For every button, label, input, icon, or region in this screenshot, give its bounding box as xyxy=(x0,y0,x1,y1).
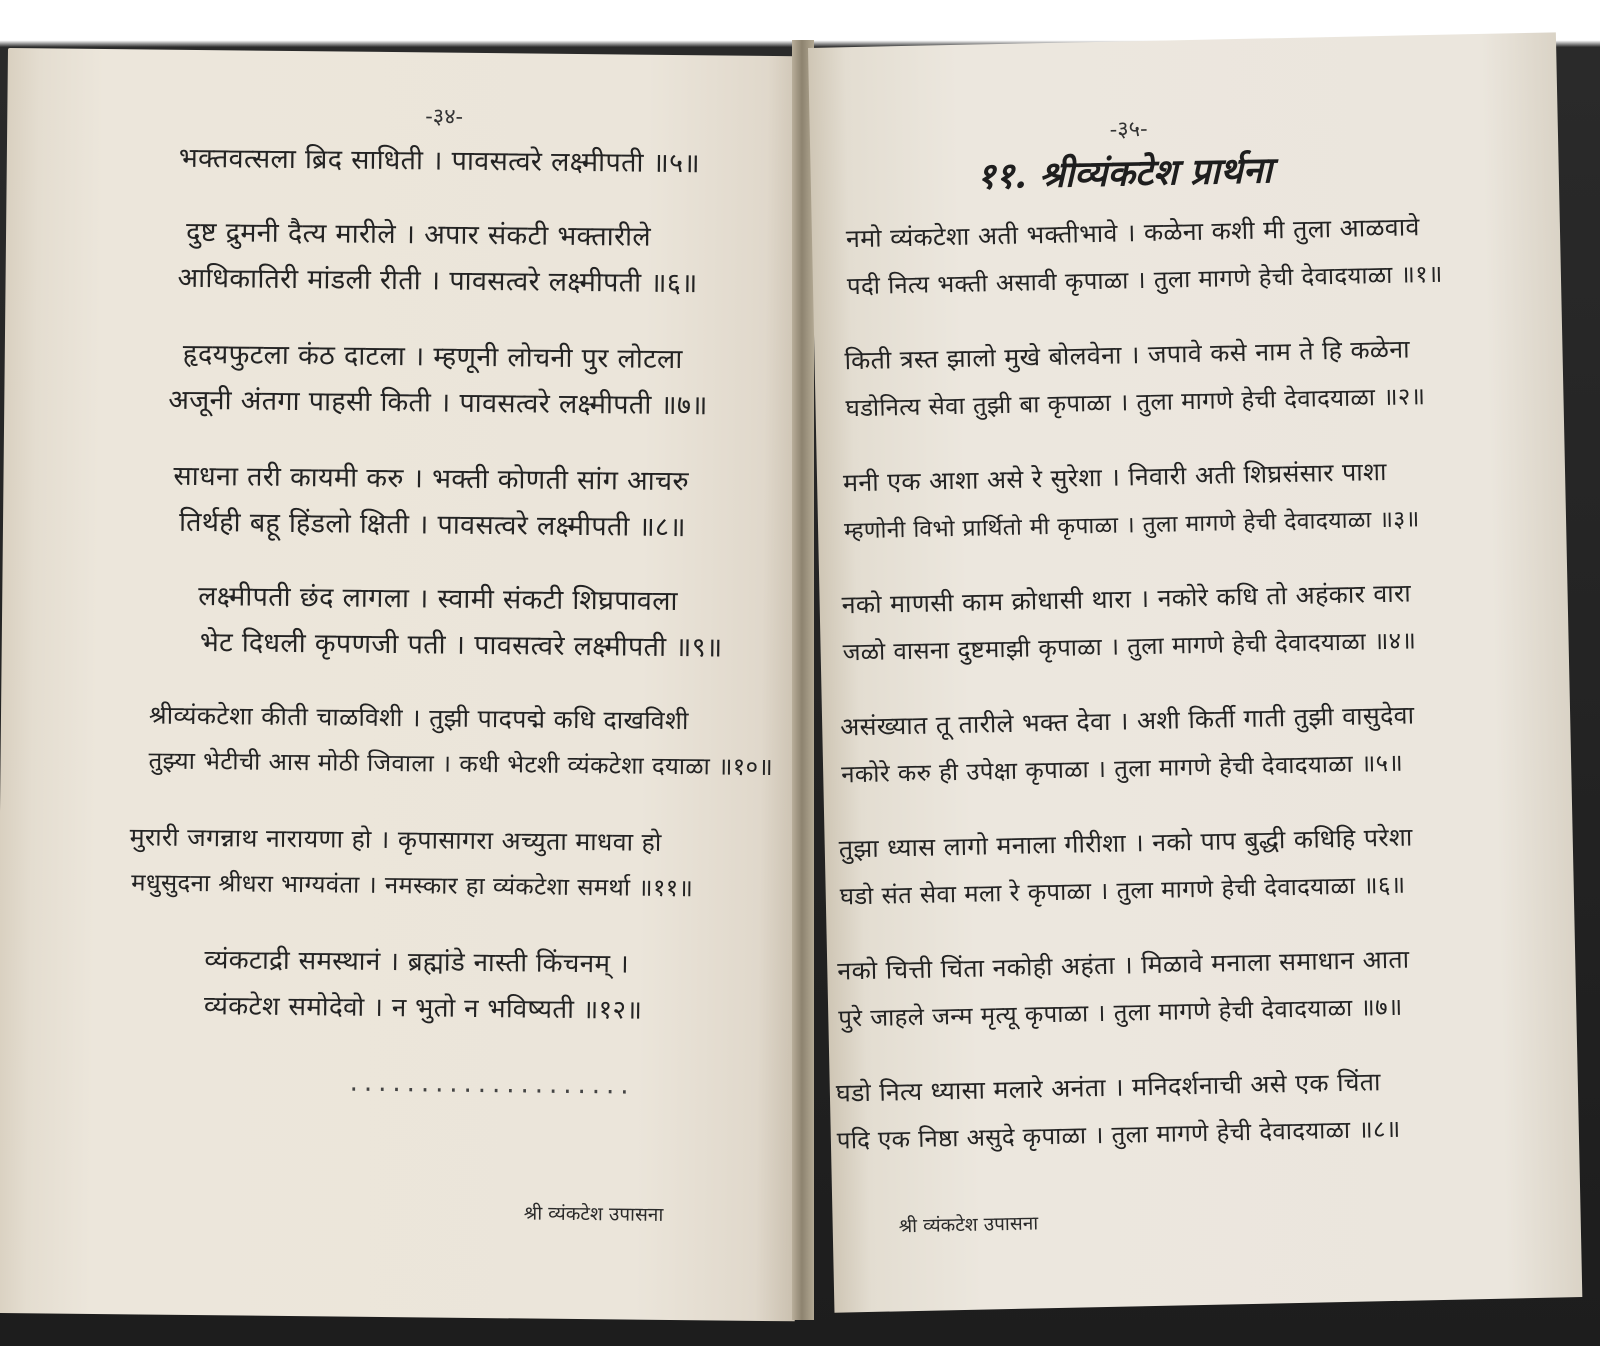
left-stanza-2-line-2: आधिकातिरी मांडली रीती । पावसत्वरे लक्ष्मीपती ॥६॥ xyxy=(177,262,698,300)
right-stanza-6-line-2: घडो संत सेवा मला रे कृपाळा । तुला मागणे हेची देवादयाळा ॥६॥ xyxy=(839,870,1406,911)
left-stanza-8-line-1: व्यंकटाद्री समस्थानं । ब्रह्मांडे नास्ती किंचनम् । xyxy=(204,945,630,980)
left-stanza-3-line-1: हृदयफुटला कंठ दाटला । म्हणूनी लोचनी पुर लोटला xyxy=(182,338,683,376)
section-divider: .................... xyxy=(347,1071,633,1100)
left-stanza-6-line-1: श्रीव्यंकटेशा कीती चाळविशी । तुझी पादपद्मे कधि दाखविशी xyxy=(148,700,689,736)
right-stanza-5-line-1: असंख्यात तू तारीले भक्त देवा । अशी किर्ती गाती तुझी वासुदेवा xyxy=(839,700,1415,742)
left-stanza-1-line-1: भक्तवत्सला ब्रिद साधिती । पावसत्वरे लक्ष्मीपती ॥५॥ xyxy=(178,142,701,180)
left-stanza-7-line-1: मुरारी जगन्नाथ नारायणा हो । कृपासागरा अच्युता माधवा हो xyxy=(129,822,662,857)
right-page xyxy=(808,32,1582,1312)
left-stanza-8-line-2: व्यंकटेश समोदेवो । न भुतो न भविष्यती ॥१२॥ xyxy=(203,991,643,1026)
right-stanza-4-line-1: नको माणसी काम क्रोधासी थारा । नकोरे कधि तो अहंकार वारा xyxy=(841,578,1412,620)
left-page xyxy=(0,48,808,1321)
left-page-footer: श्री व्यंकटेश उपासना xyxy=(523,1202,664,1226)
book-spine xyxy=(792,40,814,1320)
left-stanza-4-line-1: साधना तरी कायमी करु । भक्ती कोणती सांग आचरु xyxy=(173,460,690,498)
right-page-number: -३५- xyxy=(1109,116,1148,143)
left-stanza-4-line-2: तिर्थही बहू हिंडलो क्षिती । पावसत्वरे लक्ष्मीपती ॥८॥ xyxy=(178,506,686,544)
right-stanza-1-line-2: पदी नित्य भक्ती असावी कृपाळा । तुला मागणे हेची देवादयाळा ॥१॥ xyxy=(846,259,1443,301)
right-stanza-7-line-2: पुरे जाहले जन्म मृत्यू कृपाळा । तुला मागणे हेची देवादयाळा ॥७॥ xyxy=(838,992,1403,1033)
left-stanza-3-line-2: अजूनी अंतगा पाहसी किती । पावसत्वरे लक्ष्मीपती ॥७॥ xyxy=(168,384,708,422)
right-stanza-2-line-2: घडोनित्य सेवा तुझी बा कृपाळा । तुला मागणे हेची देवादयाळा ॥२॥ xyxy=(845,382,1426,423)
left-stanza-5-line-1: लक्ष्मीपती छंद लागला । स्वामी संकटी शिघ्रपावला xyxy=(198,581,678,618)
right-stanza-4-line-2: जळो वासना दुष्टमाझी कृपाळा । तुला मागणे हेची देवादयाळा ॥४॥ xyxy=(842,626,1417,667)
right-stanza-6-line-1: तुझा ध्यास लागो मनाला गीरीशा । नको पाप बुद्धी कधिहि परेशा xyxy=(838,822,1413,864)
right-stanza-8-line-2: पदि एक निष्ठा असुदे कृपाळा । तुला मागणे हेची देवादयाळा ॥८॥ xyxy=(836,1114,1401,1155)
right-stanza-3-line-2: म्हणोनी विभो प्रार्थितो मी कृपाळा । तुला मागणे हेची देवादयाळा ॥३॥ xyxy=(843,506,1420,545)
prayer-title: ११. श्रीव्यंकटेश प्रार्थना xyxy=(976,149,1273,198)
right-stanza-2-line-1: किती त्रस्त झालो मुखे बोलवेना । जपावे कसे नाम ते हि कळेना xyxy=(844,334,1411,376)
right-stanza-8-line-1: घडो नित्य ध्यासा मलारे अनंता । मनिदर्शनाची असे एक चिंता xyxy=(835,1067,1382,1108)
right-stanza-1-line-1: नमो व्यंकटेशा अती भक्तीभावे । कळेना कशी मी तुला आळवावे xyxy=(845,212,1420,254)
left-stanza-6-line-2: तुझ्या भेटीची आस मोठी जिवाला । कधी भेटशी व्यंकटेशा दयाळा ॥१०॥ xyxy=(148,746,774,782)
left-stanza-2-line-1: दुष्ट द्रुमनी दैत्य मारीले । अपार संकटी भक्तारीले xyxy=(185,216,652,253)
right-stanza-3-line-1: मनी एक आशा असे रे सुरेशा । निवारी अती शिघ्रसंसार पाशा xyxy=(842,456,1388,498)
left-stanza-7-line-2: मधुसुदना श्रीधरा भाग्यवंता । नमस्कार हा व्यंकटेशा समर्था ॥११॥ xyxy=(131,868,694,903)
left-page-number: -३४- xyxy=(425,104,464,130)
left-stanza-5-line-2: भेट दिधली कृपणजी पती । पावसत्वरे लक्ष्मीपती ॥९॥ xyxy=(199,627,723,664)
right-page-footer: श्री व्यंकटेश उपासना xyxy=(898,1212,1039,1238)
right-stanza-5-line-2: नकोरे करु ही उपेक्षा कृपाळा । तुला मागणे हेची देवादयाळा ॥५॥ xyxy=(840,748,1404,789)
right-stanza-7-line-1: नको चित्ती चिंता नकोही अहंता । मिळावे मनाला समाधान आता xyxy=(837,944,1410,986)
